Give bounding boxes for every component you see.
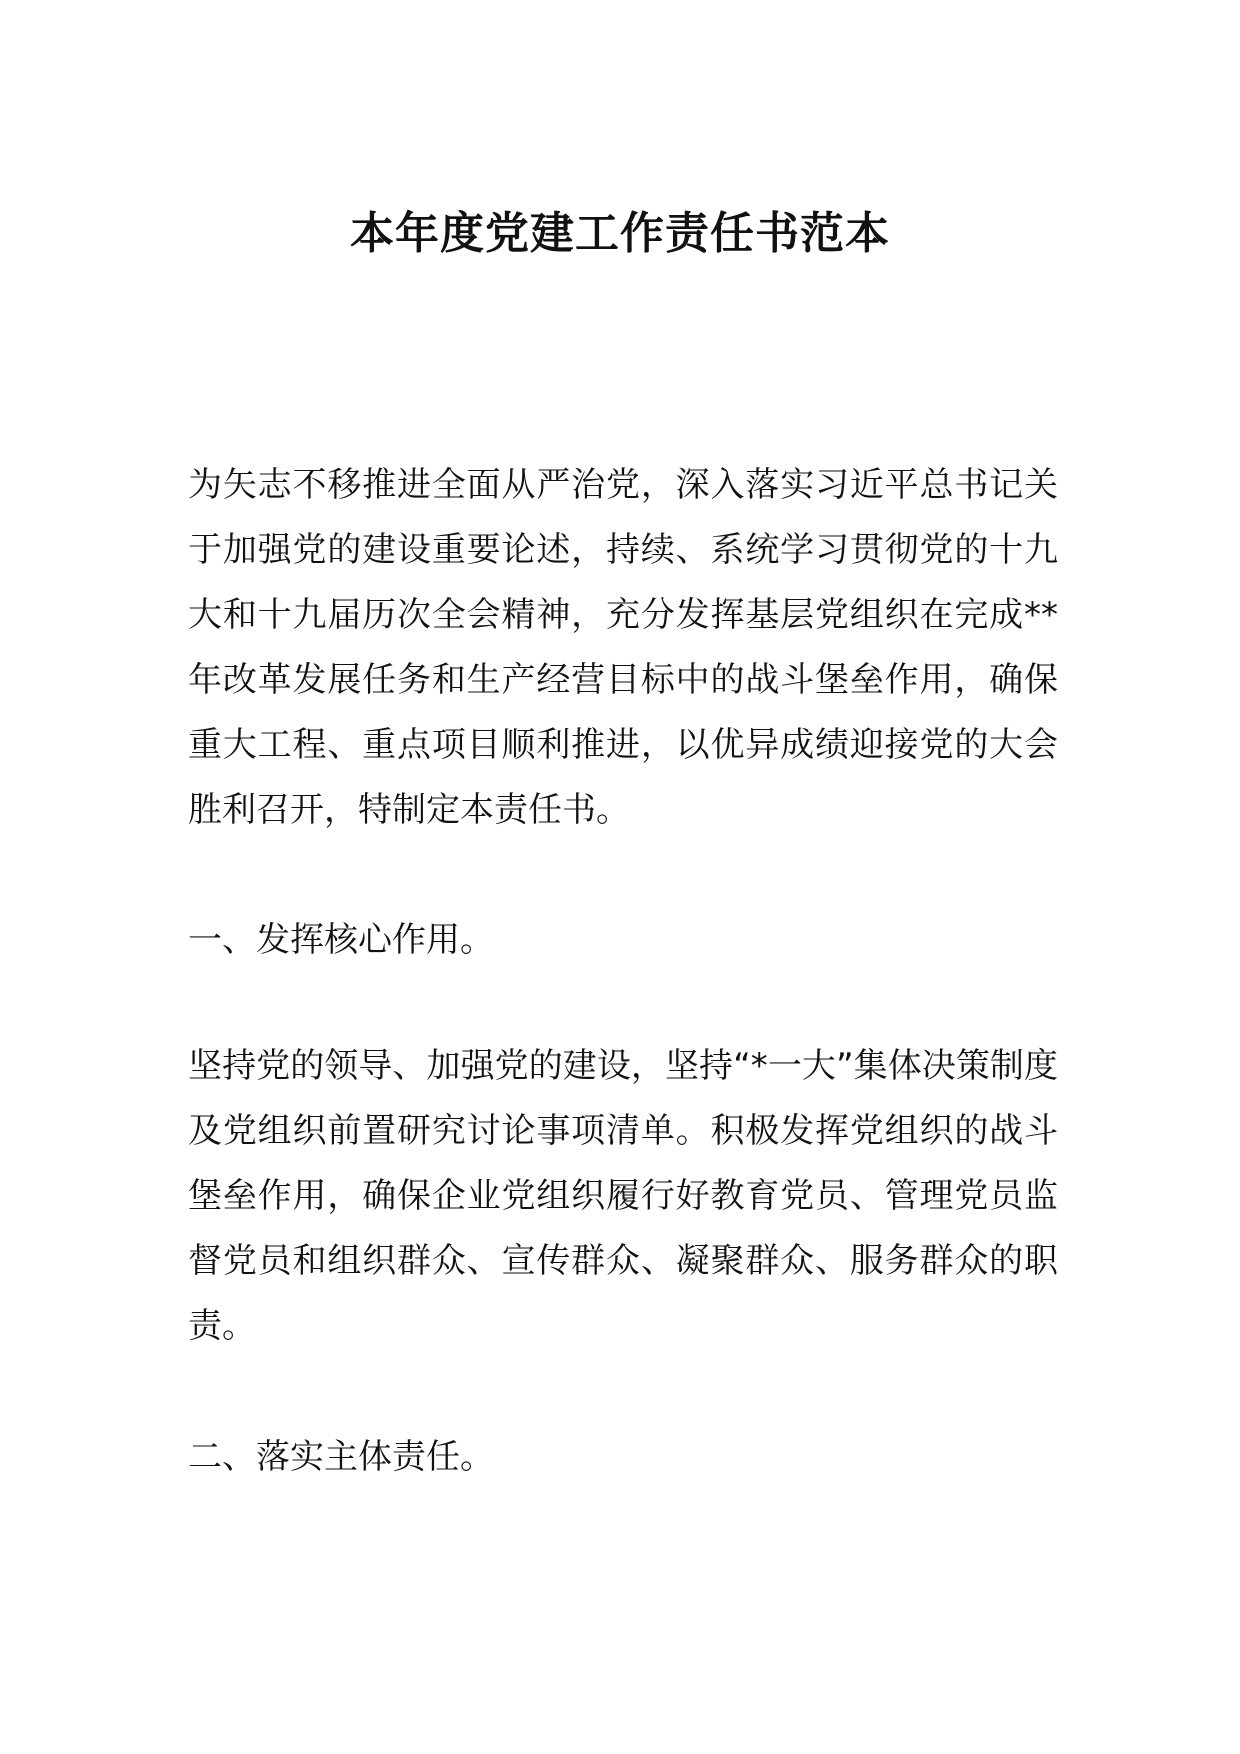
- intro-paragraph: 为矢志不移推进全面从严治党，深入落实习近平总书记关于加强党的建设重要论述，持续、系统学习贯彻党的十九大和十九届历次全会精神，充分发挥基层党组织在完成**年改革发展任务和生产经营目标中的战斗堡垒作用，确保重大工程、重点项目顺利推进，以优异成绩迎接党的大会胜利召开，特制定本责任书。: [188, 465, 1058, 830]
- section-2-heading: 二、落实主体责任。: [188, 1437, 494, 1477]
- document-title: 本年度党建工作责任书范本: [350, 208, 890, 259]
- section-1-body: 坚持党的领导、加强党的建设，坚持“*一大”集体决策制度及党组织前置研究讨论事项清单。积极发挥党组织的战斗堡垒作用，确保企业党组织履行好教育党员、管理党员监督党员和组织群众、宣传群众、凝聚群众、服务群众的职责。: [188, 1046, 1058, 1346]
- section-1-heading: 一、发挥核心作用。: [188, 920, 494, 960]
